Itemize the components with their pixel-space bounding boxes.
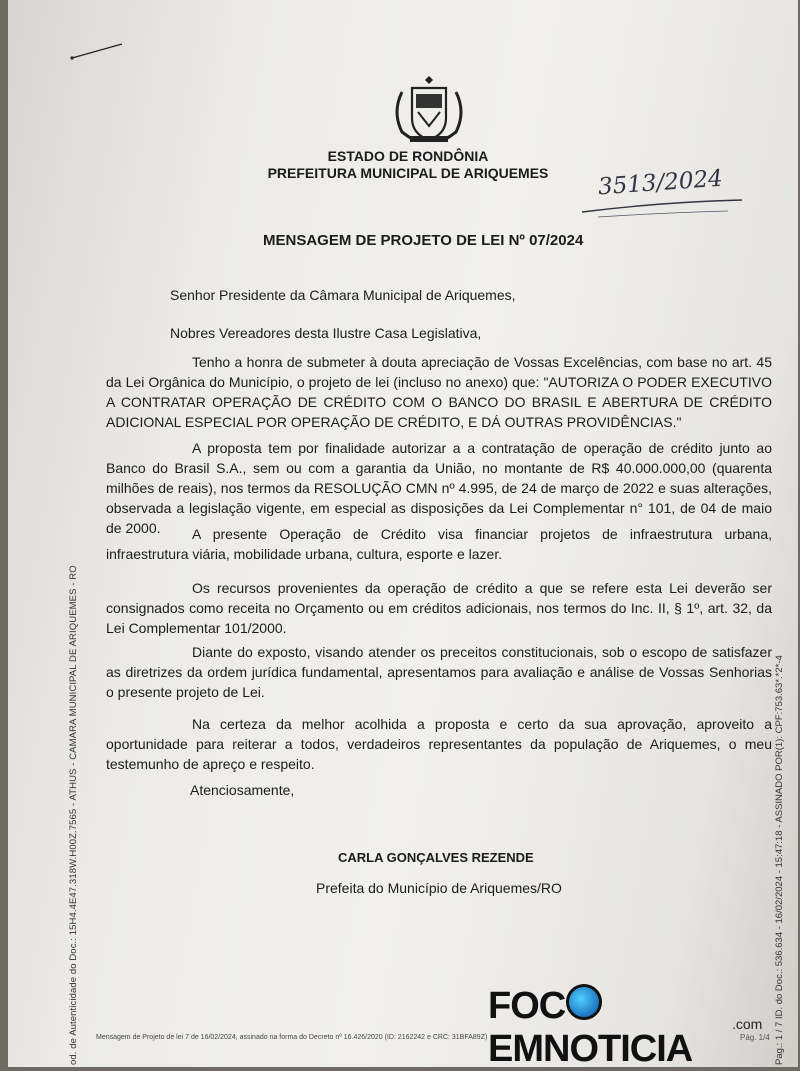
paragraph: Os recursos provenientes da operação de crédito a que se refere esta Lei deverão ser consignados como receita no Orçamento ou em créditos adicionais, nos termos do Inc. II, § 1º, art. 32, da Lei Complementar 101/2000. [106, 580, 772, 636]
paragraph: Diante do exposto, visando atender os preceitos constitucionais, sob o escopo de satisfazer as diretrizes da ordem jurídica fundamental, apresentamos para avaliação e análise de Vossas Senhorias o presente projeto de Lei. [106, 644, 772, 700]
coat-of-arms-icon [388, 72, 470, 148]
municipality-name: PREFEITURA MUNICIPAL DE ARIQUEMES [267, 165, 549, 181]
handwritten-protocol-number: 3513/2024 [597, 165, 724, 201]
document-header [258, 148, 558, 182]
watermark-right: EMNOTICIA [488, 1028, 693, 1070]
page-label: Pág. 1/4 [740, 1033, 770, 1042]
left-margin-authentication: od. de Autenticidade do Doc.: 15H4.4E47.318W.H00Z.7565 - ATHUS - CAMARA MUNICIPAL DE ARIQUEMES - RO [68, 565, 79, 1065]
globe-icon [566, 984, 602, 1020]
document-title: MENSAGEM DE PROJETO DE LEI Nº 07/2024 [263, 232, 584, 249]
paragraph: Tenho a honra de submeter à douta apreciação de Vossas Excelências, com base no art. 45 da Lei Orgânica do Município, o projeto de lei (incluso no anexo) que: "AUTORIZA O PODER EXECUTIVO A CONTRATAR OPERAÇÃO DE CRÉDITO COM O BANCO DO BRASIL E ABERTURA DE CRÉDITO ADICIONAL ESPECIAL POR OPERAÇÃO DE CRÉDITO, E DÁ OUTRAS PROVIDÊNCIAS." [106, 354, 772, 430]
pen-mark [68, 40, 128, 62]
paragraph: Na certeza da melhor acolhida a proposta e certo da sua aprovação, aproveito a oportunidade para reiterar a todos, verdadeiros representantes da população de Ariquemes, o meu testemunho de apreço e respeito. [106, 716, 772, 772]
salutation-president: Senhor Presidente da Câmara Municipal de Ariquemes, [170, 287, 516, 303]
right-margin-signature: Pag.: 1 / 7 ID. do Doc.: 536.634 - 16/02/2024 - 15:47:18 - ASSINADO POR(1): CPF:753.63*.*2*-4 [774, 655, 785, 1065]
watermark-suffix: .com [732, 1016, 763, 1032]
salutation-councilors: Nobres Vereadores desta Ilustre Casa Legislativa, [170, 325, 482, 341]
watermark-left: FOC [488, 985, 566, 1027]
closing: Atenciosamente, [190, 782, 295, 798]
paragraph: A proposta tem por finalidade autorizar a a contratação de operação de crédito junto ao Banco do Brasil S.A., sem ou com a garantia da União, no montante de R$ 40.000.000,00 (quarenta milhões de reais), nos termos da RESOLUÇÃO CMN nº 4.995, de 24 de março de 2022 e suas alterações, observada a legislação vigente, em especial as disposições da Lei Complementar n° 101, de 04 de maio de 2000. [106, 440, 772, 536]
document-footer: Mensagem de Projeto de lei 7 de 16/02/2024, assinado na forma do Decreto nº 16.426/2020 (ID: 2162242 e CRC: 31BFA89Z) [96, 1034, 488, 1041]
state-name: ESTADO DE RONDÔNIA [327, 148, 489, 164]
document-page [8, 0, 798, 1067]
handwritten-underline [578, 198, 748, 218]
signer-name: CARLA GONÇALVES REZENDE [338, 850, 534, 865]
signer-role: Prefeita do Município de Ariquemes/RO [316, 880, 562, 896]
paragraph: A presente Operação de Crédito visa financiar projetos de infraestrutura urbana, infraestrutura viária, mobilidade urbana, cultura, esporte e lazer. [106, 526, 772, 562]
